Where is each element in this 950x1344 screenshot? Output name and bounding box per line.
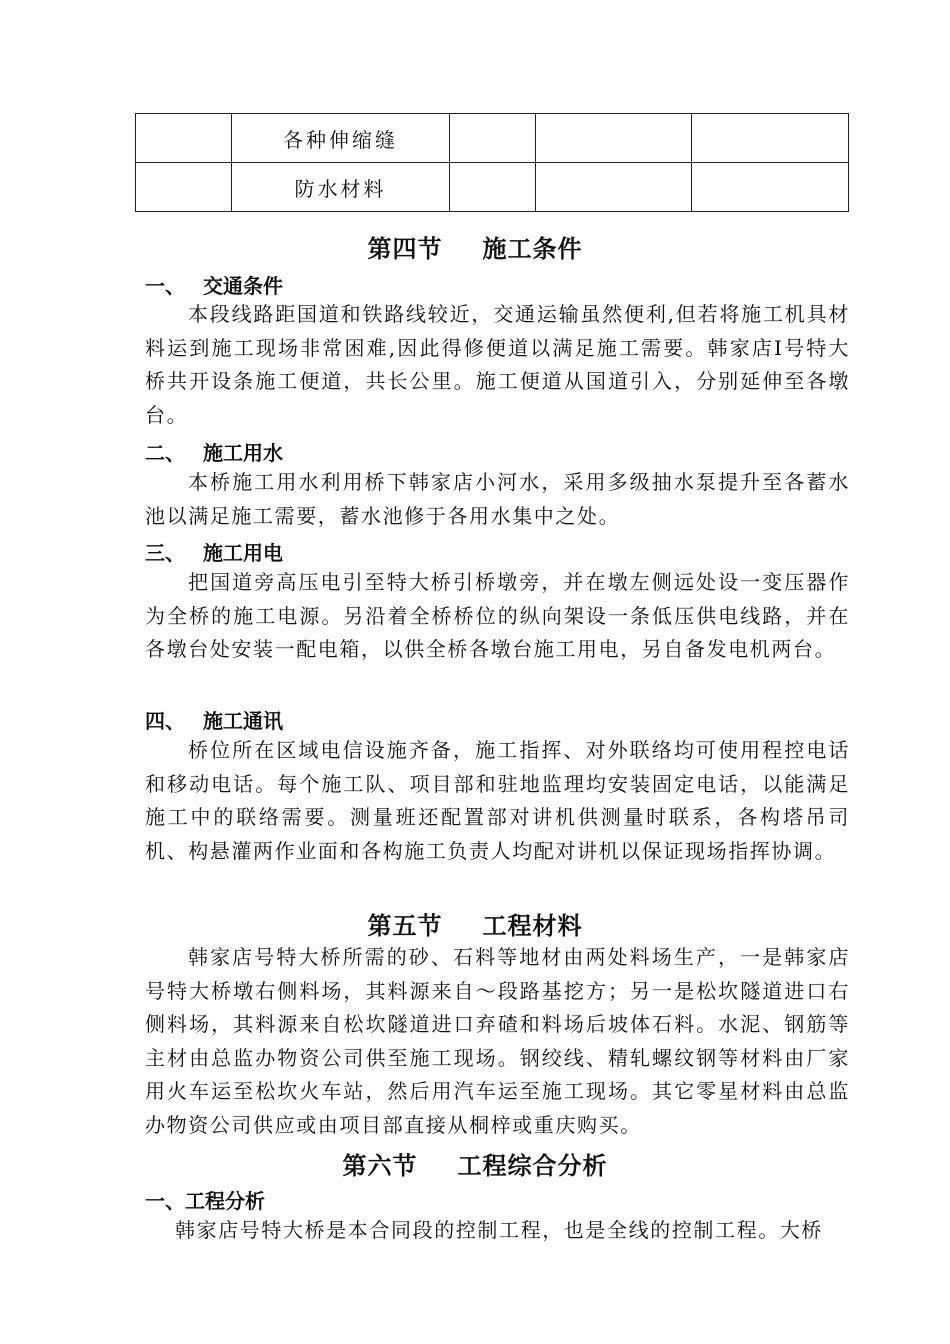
table-cell bbox=[692, 163, 849, 212]
paragraph: 韩家店号特大桥是本合同段的控制工程，也是全线的控制工程。大桥 bbox=[175, 1218, 823, 1242]
subsection-title: 施工通讯 bbox=[203, 709, 283, 733]
section-title bbox=[0, 1146, 950, 1181]
subsection-title: 施工用水 bbox=[203, 441, 283, 465]
paragraph: 本段线路距国道和铁路线较近，交通运输虽然便利,但若将施工机具材料运到施工现场非常困难,因此得修便道以满足施工需要。韩家店Ⅰ号特大桥共开设条施工便道，共长公里。施工便道从国道引入，分别延伸至各墩台。 bbox=[145, 302, 850, 427]
section-number: 第五节 bbox=[367, 911, 443, 940]
table-cell bbox=[536, 114, 692, 163]
subsection-number: 一、 bbox=[145, 274, 185, 298]
table-cell-label: 防水材料 bbox=[232, 163, 450, 212]
section-number: 第四节 bbox=[367, 234, 443, 263]
paragraph: 桥位所在区域电信设施齐备，施工指挥、对外联络均可使用程控电话和移动电话。每个施工队、项目部和驻地监理均安装固定电话，以能满足施工中的联络需要。测量班还配置部对讲机供测量时联系，各构塔吊司机、构悬灌两作业面和各构施工负责人均配对讲机以保证现场指挥协调。 bbox=[145, 738, 850, 863]
paragraph: 本桥施工用水利用桥下韩家店小河水，采用多级抽水泵提升至各蓄水池以满足施工需要，蓄水池修于各用水集中之处。 bbox=[145, 470, 850, 528]
table-cell bbox=[450, 163, 536, 212]
table-cell bbox=[136, 114, 232, 163]
subsection-heading bbox=[145, 270, 283, 299]
subsection-title: 交通条件 bbox=[203, 274, 283, 298]
section-title bbox=[0, 906, 950, 941]
section-heading: 工程综合分析 bbox=[457, 1151, 608, 1180]
paragraph: 韩家店号特大桥所需的砂、石料等地材由两处料场生产，一是韩家店号特大桥墩右侧料场，其料源来自～段路基挖方；另一是松坎隧道进口右侧料场，其料源来自松坎隧道进口弃碴和料场后坡体石料。水泥、钢筋等主材由总监办物资公司供至施工现场。钢绞线、精轧螺纹钢等材料由厂家用火车运至松坎火车站，然后用汽车运至施工现场。其它零星材料由总监办物资公司供应或由项目部直接从桐梓或重庆购买。 bbox=[145, 945, 850, 1137]
subsection-heading bbox=[145, 437, 283, 466]
section-number: 第六节 bbox=[342, 1151, 418, 1180]
table-cell bbox=[450, 114, 536, 163]
subsection-heading bbox=[145, 705, 283, 734]
subsection-number: 四、 bbox=[145, 709, 185, 733]
section-title bbox=[0, 229, 950, 264]
table-row bbox=[136, 114, 849, 163]
subsection-number: 三、 bbox=[145, 541, 185, 565]
subsection-number: 一、 bbox=[145, 1189, 185, 1213]
table-cell bbox=[136, 163, 232, 212]
subsection-heading bbox=[145, 1185, 265, 1214]
paragraph: 把国道旁高压电引至特大桥引桥墩旁，并在墩左侧远处设一变压器作为全桥的施工电源。另沿着全桥桥位的纵向架设一条低压供电线路，并在各墩台处安装一配电箱，以供全桥各墩台施工用电，另自备发电机两台。 bbox=[145, 570, 850, 661]
materials-table bbox=[135, 113, 849, 212]
table-cell bbox=[692, 114, 849, 163]
table-cell bbox=[536, 163, 692, 212]
table-cell-label: 各种伸缩缝 bbox=[232, 114, 450, 163]
subsection-title: 工程分析 bbox=[185, 1189, 265, 1213]
section-heading: 工程材料 bbox=[482, 911, 583, 940]
subsection-heading bbox=[145, 537, 283, 566]
section-heading: 施工条件 bbox=[482, 234, 583, 263]
table-row bbox=[136, 163, 849, 212]
subsection-title: 施工用电 bbox=[203, 541, 283, 565]
subsection-number: 二、 bbox=[145, 441, 185, 465]
